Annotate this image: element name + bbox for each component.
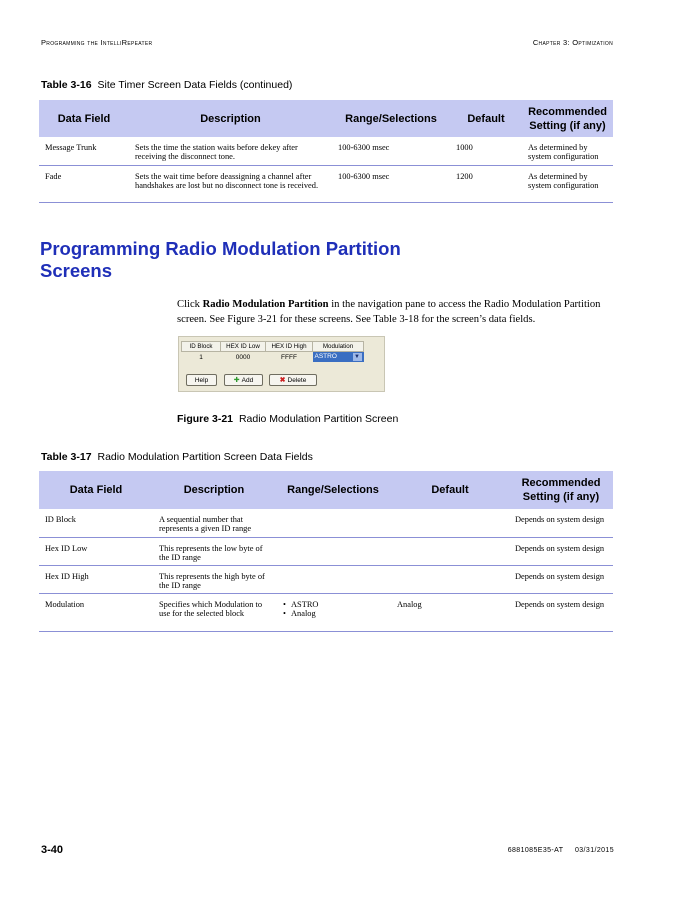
cell-recommended: As determined by system configuration	[522, 137, 613, 165]
cell-default	[391, 537, 509, 565]
radio-modulation-partition-screenshot	[178, 336, 385, 392]
delete-button[interactable]	[269, 374, 317, 386]
running-header-right: Chapter 3: Optimization	[532, 38, 613, 47]
table-row	[39, 509, 613, 537]
cell-description: A sequential number that represents a given ID range	[153, 509, 275, 537]
cell-field: Hex ID High	[39, 565, 153, 593]
delete-icon: ✖	[279, 377, 286, 384]
grid-cell-id-block[interactable]: 1	[182, 352, 221, 363]
cell-description: Sets the time the station waits before dekey after receiving the disconnect tone.	[129, 137, 332, 165]
modulation-value: ASTRO	[314, 353, 337, 360]
table-label: Table 3-16	[41, 79, 92, 91]
radio-modulation-table	[39, 471, 613, 632]
cell-field: ID Block	[39, 509, 153, 537]
page-number: 3-40	[41, 844, 64, 856]
intro-text-start: Click	[177, 299, 203, 310]
range-option: • ASTRO	[291, 600, 387, 609]
column-header: Range/Selections	[275, 471, 391, 509]
grid-row[interactable]	[182, 352, 364, 363]
grid-header-hex-low: HEX ID Low	[221, 342, 266, 352]
partition-grid	[181, 341, 364, 362]
table-row	[39, 165, 613, 202]
column-header: Recommended Setting (if any)	[509, 471, 613, 509]
cell-field: Modulation	[39, 593, 153, 631]
table-3-16-caption	[41, 79, 292, 91]
cell-recommended: Depends on system design	[509, 537, 613, 565]
column-header: Default	[391, 471, 509, 509]
grid-cell-hex-low[interactable]: 0000	[221, 352, 266, 363]
table-title: Site Timer Screen Data Fields (continued)	[97, 79, 293, 91]
table-3-17-caption	[41, 451, 313, 463]
grid-cell-hex-high[interactable]: FFFF	[266, 352, 313, 363]
cell-recommended: Depends on system design	[509, 565, 613, 593]
cell-description: This represents the high byte of the ID range	[153, 565, 275, 593]
table-row	[39, 593, 613, 631]
running-header-left: Programming the IntelliRepeater	[41, 38, 153, 47]
table-row	[39, 537, 613, 565]
cell-recommended: Depends on system design	[509, 509, 613, 537]
cell-recommended: Depends on system design	[509, 593, 613, 631]
modulation-dropdown[interactable]	[313, 352, 364, 363]
chevron-down-icon[interactable]: ▼	[354, 354, 360, 360]
add-button[interactable]	[224, 374, 263, 386]
help-button[interactable]	[186, 374, 217, 386]
cell-description: Specifies which Modulation to use for the selected block	[153, 593, 275, 631]
table-row	[39, 137, 613, 165]
cell-field: Message Trunk	[39, 137, 129, 165]
figure-label: Figure 3-21	[177, 413, 234, 425]
cell-range	[275, 565, 391, 593]
cell-default	[391, 565, 509, 593]
cell-default: Analog	[391, 593, 509, 631]
grid-header-modulation: Modulation	[313, 342, 364, 352]
column-header: Description	[153, 471, 275, 509]
cell-field: Hex ID Low	[39, 537, 153, 565]
column-header: Default	[450, 100, 522, 137]
cell-default: 1000	[450, 137, 522, 165]
cell-recommended: As determined by system configuration	[522, 165, 613, 202]
cell-range	[275, 509, 391, 537]
help-button-label: Help	[194, 377, 209, 384]
cell-field: Fade	[39, 165, 129, 202]
intro-bold-term: Radio Modulation Partition	[202, 299, 329, 310]
table-title: Radio Modulation Partition Screen Data Fields	[97, 451, 313, 463]
table-label: Table 3-17	[41, 451, 92, 463]
table-row	[39, 565, 613, 593]
column-header: Recommended Setting (if any)	[522, 100, 613, 137]
site-timer-table	[39, 100, 613, 203]
range-list	[281, 600, 387, 618]
grid-header-hex-high: HEX ID High	[266, 342, 313, 352]
cell-range	[275, 593, 391, 631]
figure-title: Radio Modulation Partition Screen	[238, 413, 399, 425]
range-option: • Analog	[291, 609, 387, 618]
cell-description: This represents the low byte of the ID range	[153, 537, 275, 565]
intro-text-end: in the navigation pane to access the Radio Modulation Partition screen. See Figure 3-21 for these screens. See Table 3-18 for the screen’s data fields.	[177, 299, 601, 325]
document-id: 6881085E35-AT 03/31/2015	[507, 847, 614, 854]
add-button-label: Add	[241, 377, 254, 384]
figure-caption	[177, 413, 398, 425]
cell-description: Sets the wait time before deassigning a channel after handshakes are lost but no disconnect tone is received.	[129, 165, 332, 202]
column-header: Data Field	[39, 471, 153, 509]
column-header: Range/Selections	[332, 100, 450, 137]
section-heading: Programming Radio Modulation Partition Screens	[40, 238, 401, 281]
grid-header-id-block: ID Block	[182, 342, 221, 352]
delete-button-label: Delete	[287, 377, 307, 384]
column-header: Description	[129, 100, 332, 137]
cell-default	[391, 509, 509, 537]
add-icon: ✚	[233, 377, 240, 384]
cell-range: 100-6300 msec	[332, 137, 450, 165]
cell-range: 100-6300 msec	[332, 165, 450, 202]
cell-range	[275, 537, 391, 565]
column-header: Data Field	[39, 100, 129, 137]
intro-paragraph	[177, 297, 617, 327]
cell-default: 1200	[450, 165, 522, 202]
